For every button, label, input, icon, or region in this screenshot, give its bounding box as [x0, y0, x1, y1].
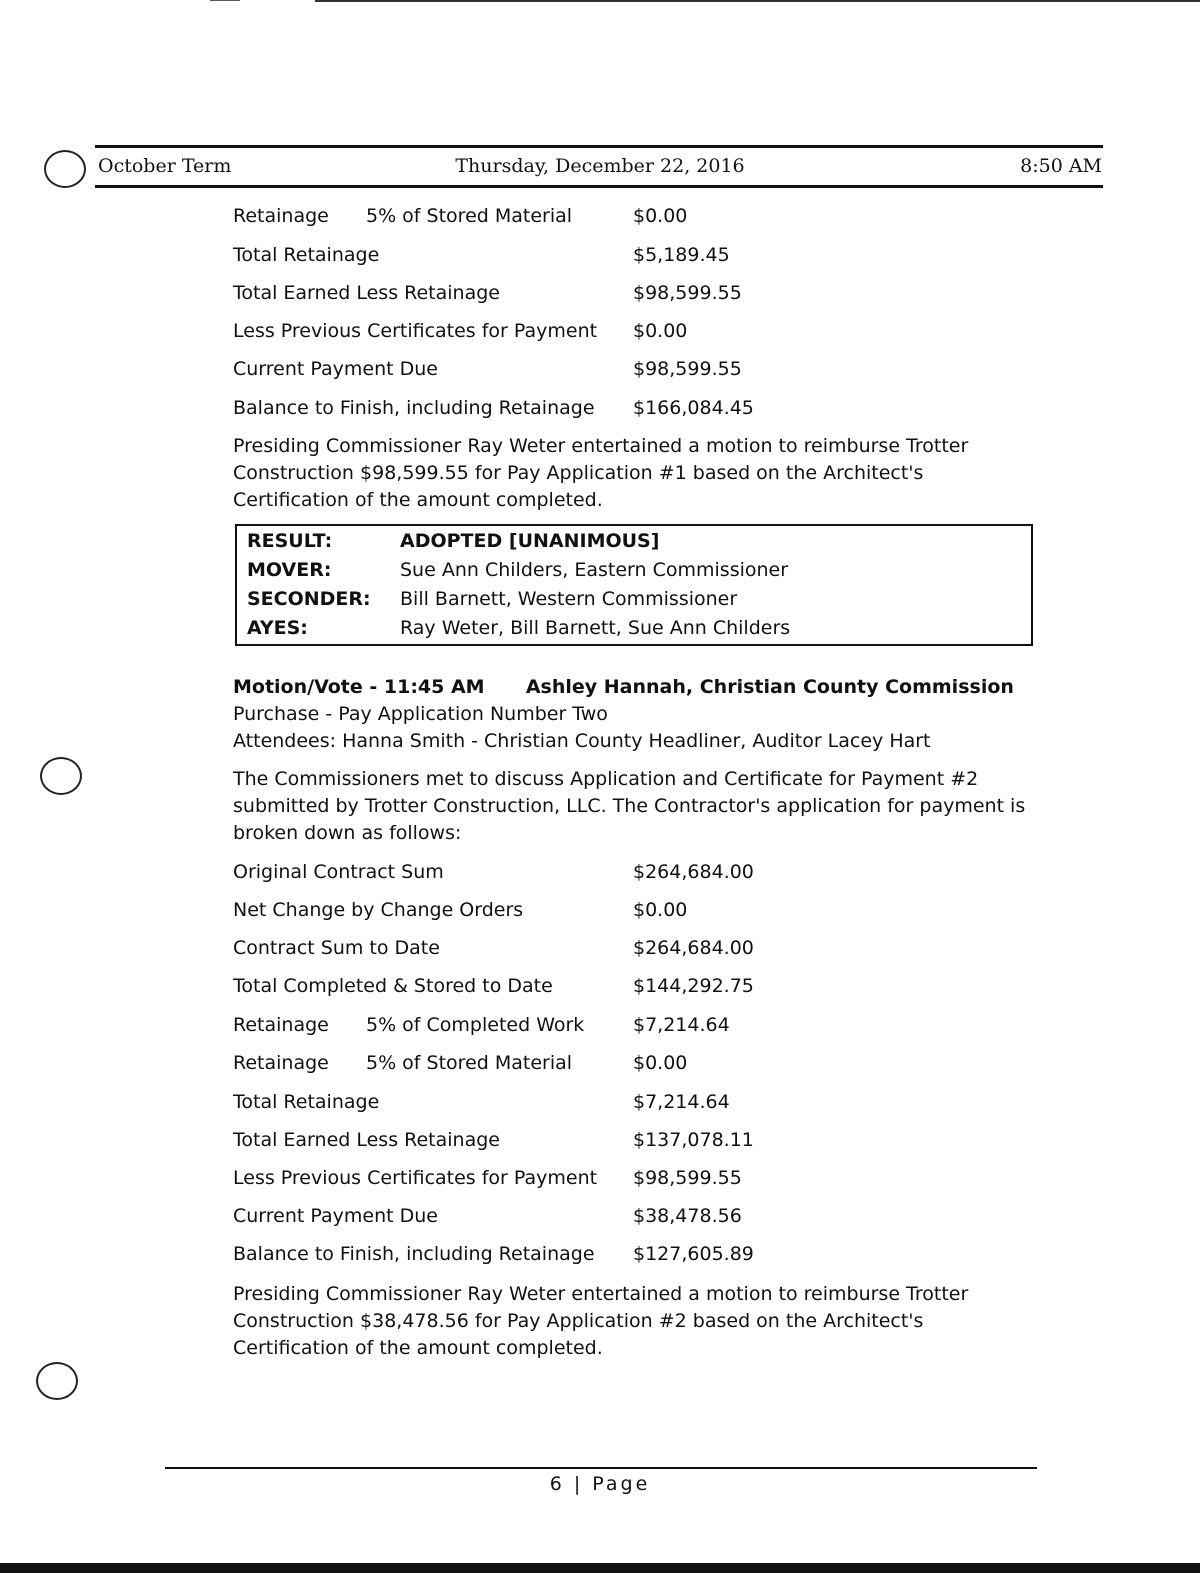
motion-2-text: Presiding Commissioner Ray Weter entertained a motion to reimburse Trotter Construction $38,478.56 for Pay Application #2 based on the Architect's Certification of the amount completed.	[233, 1283, 969, 1359]
punch-hole	[40, 757, 82, 795]
row-sublabel: 5% of Stored Material	[366, 1052, 573, 1074]
mover-label: MOVER:	[247, 559, 332, 581]
row-label: Balance to Finish, including Retainage	[233, 397, 595, 419]
vote-result-box	[235, 524, 1033, 646]
row-value: $144,292.75	[633, 975, 754, 997]
row-label: Original Contract Sum	[233, 861, 444, 883]
scan-edge-bottom	[0, 1563, 1200, 1573]
scan-edge-top	[315, 0, 1200, 2]
row-value: $127,605.89	[633, 1243, 754, 1265]
seconder-value: Bill Barnett, Western Commissioner	[400, 588, 738, 610]
motion-1-text: Presiding Commissioner Ray Weter entertained a motion to reimburse Trotter Construction $98,599.55 for Pay Application #1 based on the Architect's Certification of the amount completed.	[233, 435, 969, 511]
row-label: Total Earned Less Retainage	[233, 282, 500, 304]
row-value: $5,189.45	[633, 244, 730, 266]
scan-mark	[210, 0, 240, 1]
row-value: $7,214.64	[633, 1014, 730, 1036]
row-value: $98,599.55	[633, 1167, 742, 1189]
ayes-label: AYES:	[247, 617, 308, 639]
row-label: Retainage	[233, 1014, 329, 1036]
row-label: Less Previous Certificates for Payment	[233, 1167, 598, 1189]
row-label: Current Payment Due	[233, 1205, 438, 1227]
footer-rule	[165, 1467, 1037, 1469]
row-label: Contract Sum to Date	[233, 937, 440, 959]
row-value: $137,078.11	[633, 1129, 754, 1151]
row-value: $0.00	[633, 1052, 688, 1074]
motion-2-intro: The Commissioners met to discuss Application and Certificate for Payment #2 submitted by Trotter Construction, LLC. The Contractor's application for payment is broken down as follows:	[233, 768, 1026, 844]
row-sublabel: 5% of Completed Work	[366, 1014, 585, 1036]
row-sublabel: 5% of Stored Material	[366, 205, 573, 227]
seconder-label: SECONDER:	[247, 588, 371, 610]
header-rule	[95, 185, 1103, 188]
row-value: $264,684.00	[633, 937, 754, 959]
row-label: Total Retainage	[233, 244, 380, 266]
header-time: 8:50 AM	[1020, 155, 1102, 177]
result-value: ADOPTED [UNANIMOUS]	[400, 530, 660, 552]
motion-heading-entity: Ashley Hannah, Christian County Commission	[525, 676, 1014, 698]
row-label: Current Payment Due	[233, 358, 438, 380]
row-label: Less Previous Certificates for Payment	[233, 320, 598, 342]
row-label: Retainage	[233, 205, 329, 227]
row-value: $166,084.45	[633, 397, 754, 419]
row-value: $0.00	[633, 899, 688, 921]
motion-heading-time: Motion/Vote - 11:45 AM	[233, 676, 485, 698]
row-label: Retainage	[233, 1052, 329, 1074]
mover-value: Sue Ann Childers, Eastern Commissioner	[400, 559, 789, 581]
row-value: $0.00	[633, 205, 688, 227]
row-value: $7,214.64	[633, 1091, 730, 1113]
punch-hole	[36, 1362, 78, 1400]
header-date: Thursday, December 22, 2016	[455, 155, 745, 177]
header-rule	[95, 145, 1103, 148]
result-label: RESULT:	[247, 530, 333, 552]
row-value: $0.00	[633, 320, 688, 342]
page-number: 6 | Page	[549, 1473, 651, 1495]
header-term: October Term	[98, 155, 232, 177]
row-label: Total Earned Less Retainage	[233, 1129, 500, 1151]
row-value: $264,684.00	[633, 861, 754, 883]
motion-2-attendees: Attendees: Hanna Smith - Christian County Headliner, Auditor Lacey Hart	[233, 730, 931, 752]
row-value: $38,478.56	[633, 1205, 742, 1227]
row-value: $98,599.55	[633, 282, 742, 304]
motion-2-heading	[233, 676, 1014, 698]
motion-2-purchase: Purchase - Pay Application Number Two	[233, 703, 608, 725]
row-label: Balance to Finish, including Retainage	[233, 1243, 595, 1265]
row-label: Net Change by Change Orders	[233, 899, 524, 921]
row-value: $98,599.55	[633, 358, 742, 380]
ayes-value: Ray Weter, Bill Barnett, Sue Ann Childers	[400, 617, 791, 639]
row-label: Total Retainage	[233, 1091, 380, 1113]
row-label: Total Completed & Stored to Date	[233, 975, 553, 997]
